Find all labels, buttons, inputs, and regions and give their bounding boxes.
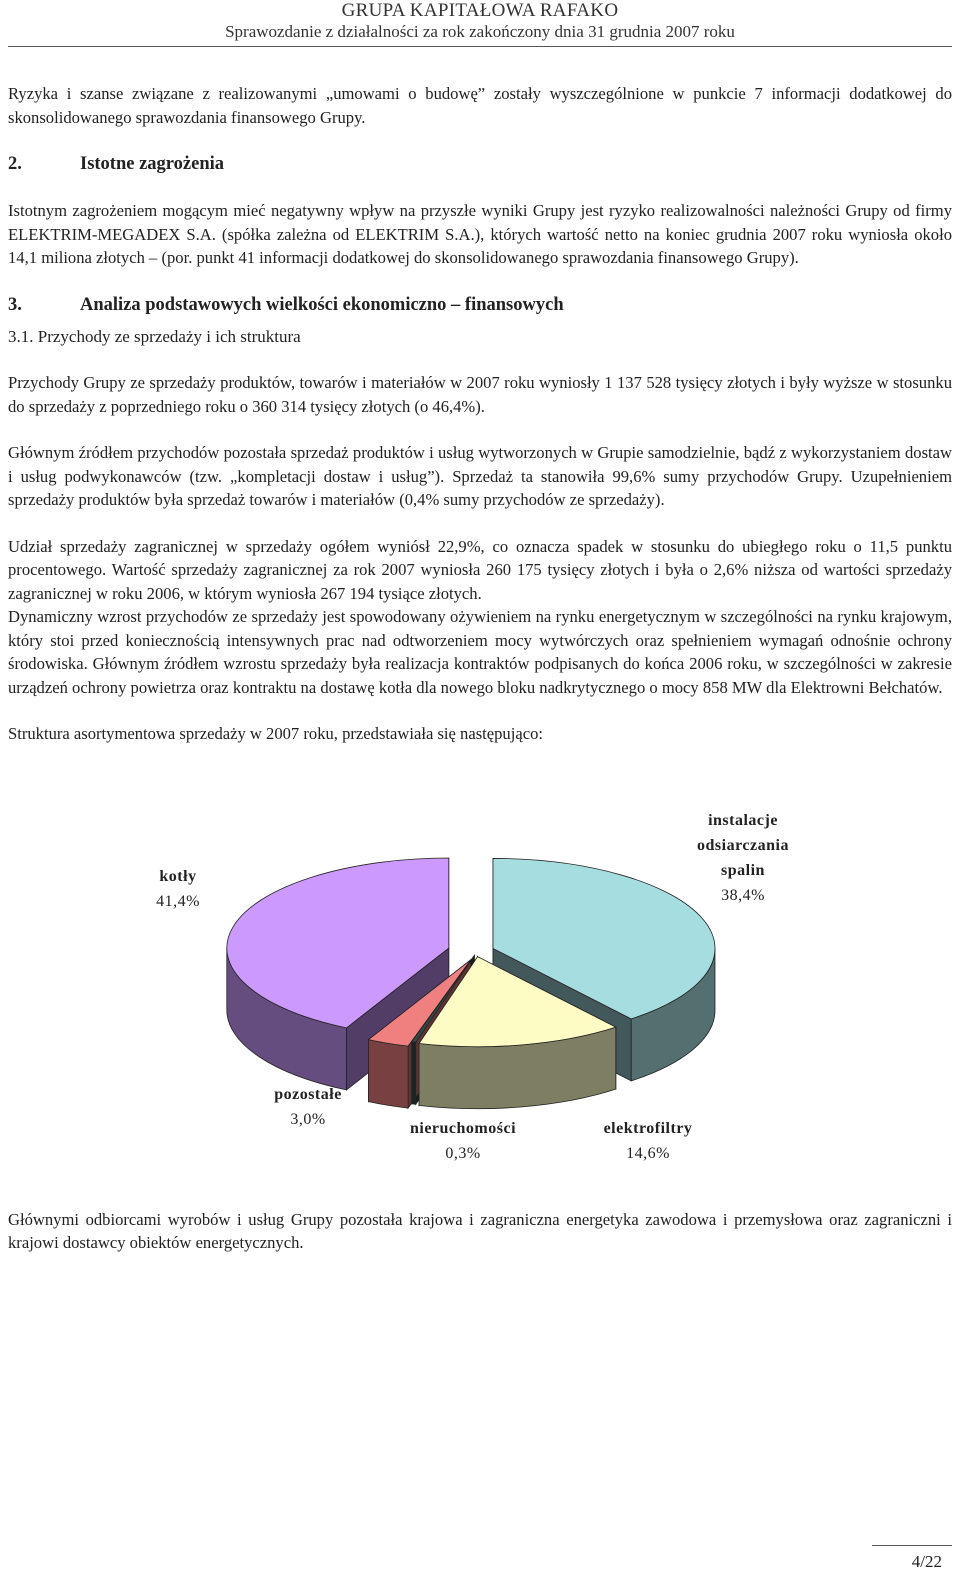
pie-label-name: pozostałe <box>274 1085 342 1103</box>
report-title: Sprawozdanie z działalności za rok zakończony dnia 31 grudnia 2007 roku <box>225 22 735 41</box>
document-body <box>8 82 952 1255</box>
pie-side-nieruchomości <box>412 1041 416 1103</box>
pie-label-name: kotły <box>159 867 197 885</box>
section-title: Analiza podstawowych wielkości ekonomiczno – finansowych <box>80 294 564 315</box>
section-heading-3 <box>8 293 952 317</box>
pie-label-name: odsiarczania <box>697 836 789 854</box>
pie-label-name: nieruchomości <box>409 1119 517 1137</box>
paragraph-growth: Dynamiczny wzrost przychodów ze sprzedaży jest spowodowany ożywieniem na rynku energetycznym w szczególności na rynku krajowym, który stoi przed koniecznością intensywnych prac nad odtworzeniem mocy wytwórczych oraz spełnieniem wymagań odnośnie ochrony środowiska. Głównym źródłem wzrostu sprzedaży była realizacja kontraktów podpisanych do końca 2006 roku, w szczególności w zakresie urządzeń ochrony powietrza oraz kontraktu na dostawę kotła dla nowego bloku nadkrytycznego o mocy 858 MW dla Elektrowni Bełchatów. <box>8 607 952 697</box>
pie-side-pozostałe <box>368 1039 408 1107</box>
paragraph-structure-intro: Struktura asortymentowa sprzedaży w 2007 roku, przedstawiała się następująco: <box>8 724 543 743</box>
paragraph-foreign-sales: Udział sprzedaży zagranicznej w sprzedaży ogółem wyniósł 22,9%, co oznacza spadek w stosunku do ubiegłego roku o 11,5 punktu procentowego. Wartość sprzedaży zagranicznej za rok 2007 wyniosła 260 175 tysięcy złotych i była o 2,6% niższa od wartości sprzedaży zagranicznej w roku 2006, w którym wyniosła 267 194 tysiące złotych. <box>8 536 952 603</box>
section-number: 3. <box>8 294 22 315</box>
section-title: Istotne zagrożenia <box>80 154 225 174</box>
pie-label-value: 0,3% <box>445 1144 481 1162</box>
pie-label-nieruchomości <box>388 1116 538 1166</box>
pie-label-value: 14,6% <box>626 1144 670 1162</box>
pie-label-name: spalin <box>721 861 765 879</box>
pie-label-value: 3,0% <box>290 1110 326 1128</box>
pie-label-instalacje-odsiarczania-spalin <box>663 808 823 908</box>
pie-label-pozostałe <box>248 1082 368 1132</box>
footer-divider <box>872 1545 952 1546</box>
pie-label-kotły <box>128 864 228 914</box>
pie-label-name: instalacje <box>708 811 778 829</box>
pie-label-value: 41,4% <box>156 892 200 910</box>
section-heading-2 <box>8 152 952 176</box>
company-name: GRUPA KAPITAŁOWA RAFAKO <box>341 0 619 21</box>
paragraph-threats: Istotnym zagrożeniem mogącym mieć negatywny wpływ na przyszłe wyniki Grupy jest ryzyko realizowalności należności Grupy od firmy ELEKTRIM-MEGADEX S.A. (spółka zależna od ELEKTRIM S.A.), których wartość netto na koniec grudnia 2007 roku wyniosła około 14,1 miliona złotych – (por. punkt 41 informacji dodatkowej do skonsolidowanego sprawozdania finansowego Grupy). <box>8 201 952 267</box>
pie-label-value: 38,4% <box>721 886 765 904</box>
header-divider <box>8 46 952 47</box>
sales-structure-pie-chart <box>8 764 952 1194</box>
pie-label-name: elektrofiltry <box>603 1119 693 1137</box>
paragraph-revenue: Przychody Grupy ze sprzedaży produktów, towarów i materiałów w 2007 roku wyniosły 1 137 528 tysięcy złotych i były wyższe w stosunku do sprzedaży z poprzedniego roku o 360 314 tysięcy złotych (o 46,4%). <box>8 373 952 416</box>
page-header <box>0 0 960 48</box>
paragraph-risks: Ryzyka i szanse związane z realizowanymi „umowami o budowę” zostały wyszczególnione w punkcie 7 informacji dodatkowej do skonsolidowanego sprawozdania finansowego Grupy. <box>8 84 952 127</box>
paragraph-customers: Głównymi odbiorcami wyrobów i usług Grupy pozostała krajowa i zagraniczna energetyka zawodowa i przemysłowa oraz zagraniczni i krajowi dostawcy obiektów energetycznych. <box>8 1209 952 1252</box>
page-number: 4/22 <box>911 1552 942 1571</box>
subsection-heading: 3.1. Przychody ze sprzedaży i ich struktura <box>8 326 301 346</box>
paragraph-revenue-source: Głównym źródłem przychodów pozostała sprzedaż produktów i usług wytworzonych w Grupie samodzielnie, bądź z wykorzystaniem dostaw i usług podwykonawców (tzw. „kompletacji dostaw i usług”). Sprzedaż ta stanowiła 99,6% sumy przychodów Grupy. Uzupełnieniem sprzedaży produktów była sprzedaż towarów i materiałów (0,4% sumy przychodów ze sprzedaży). <box>8 443 952 509</box>
section-number: 2. <box>8 154 22 174</box>
pie-label-elektrofiltry <box>568 1116 728 1166</box>
